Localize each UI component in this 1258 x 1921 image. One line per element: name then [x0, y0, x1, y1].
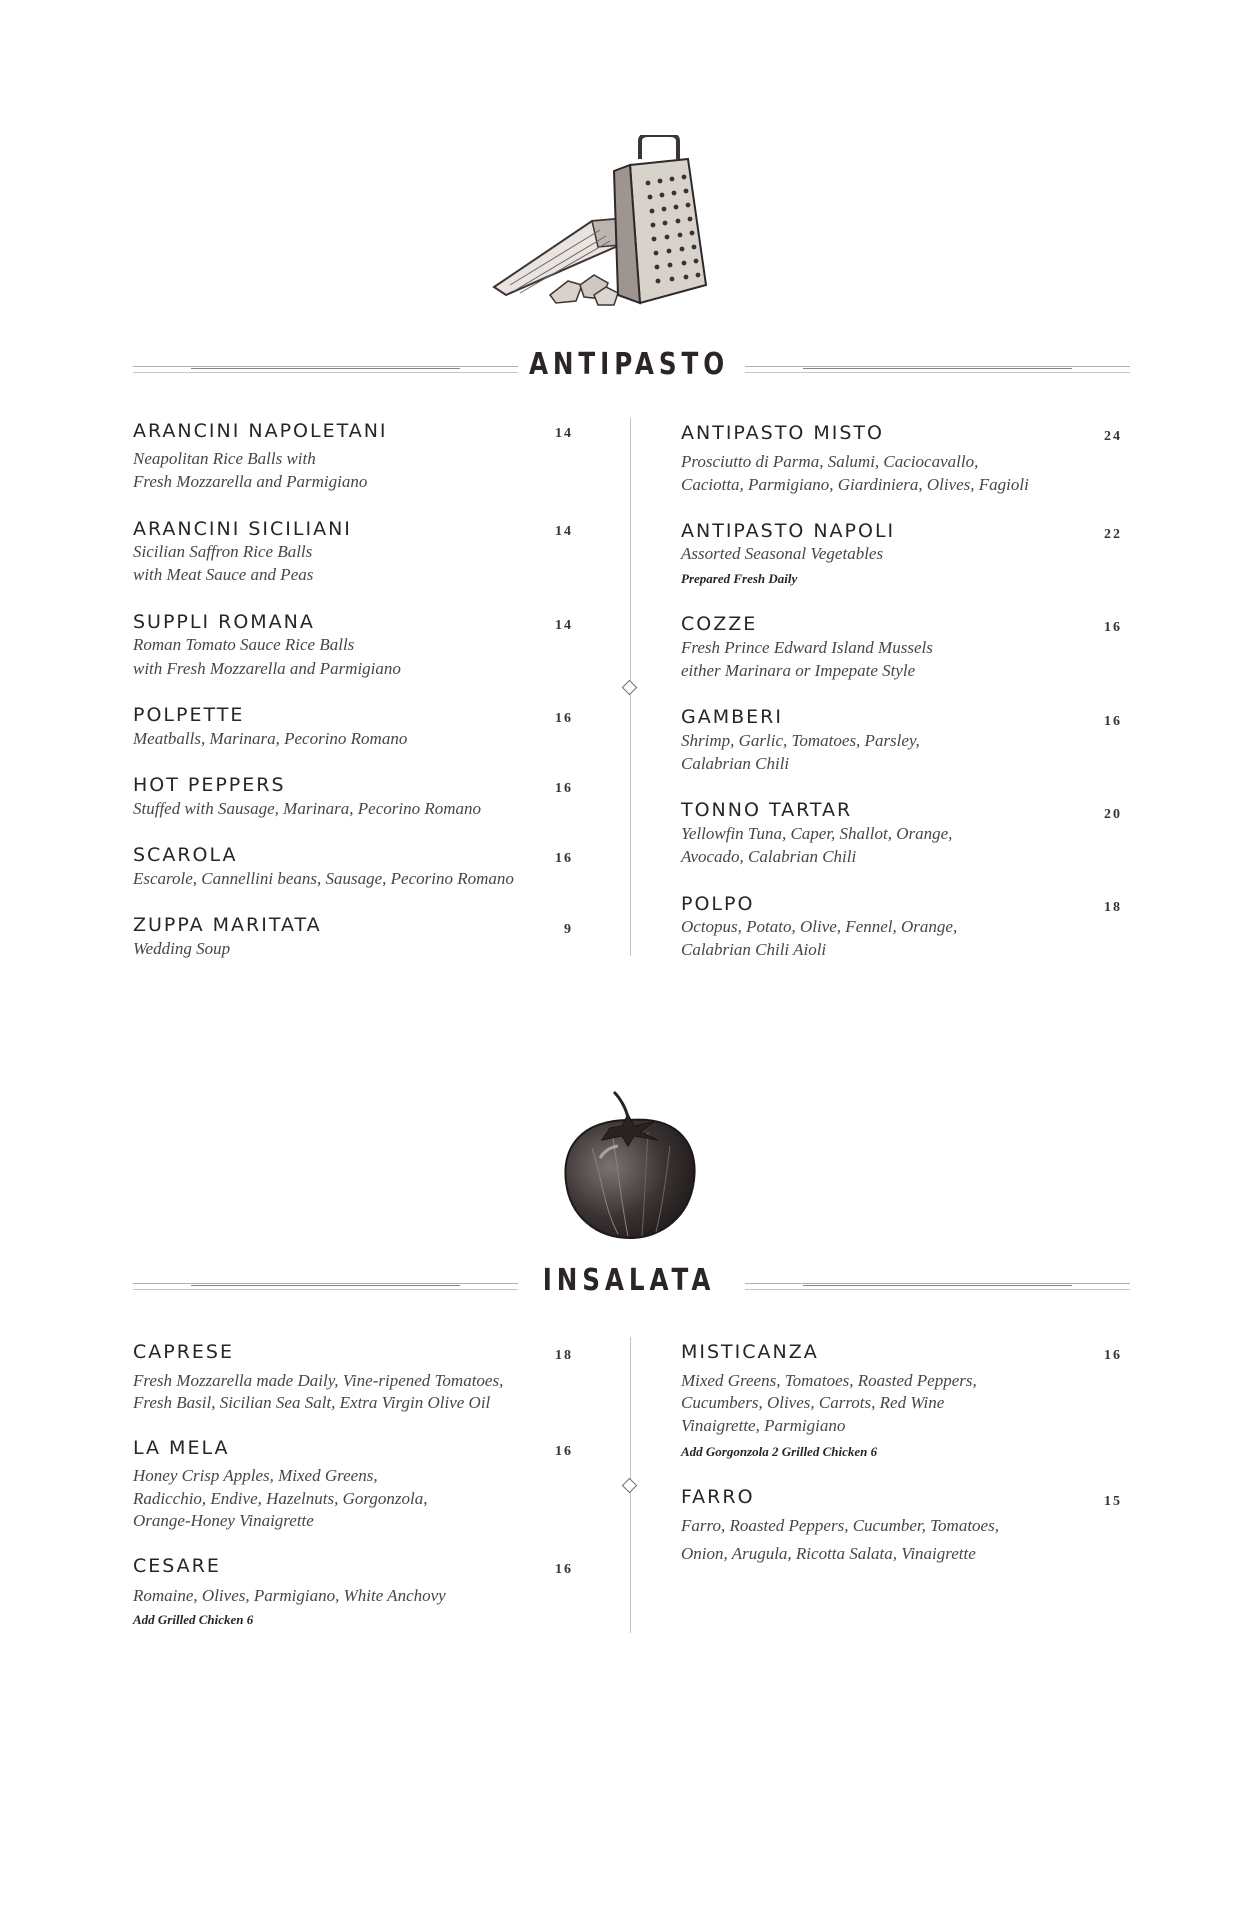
item-price: 16 — [555, 851, 573, 866]
item-description: Sicilian Saffron Rice Balls — [133, 542, 313, 561]
item-name: HOT PEPPERS — [133, 774, 286, 796]
item-description: either Marinara or Impepate Style — [681, 661, 916, 680]
section-title-insalata: INSALATA — [542, 1263, 716, 1298]
item-price: 16 — [555, 1444, 573, 1459]
item-description: Orange-Honey Vinaigrette — [133, 1511, 314, 1530]
item-description: with Fresh Mozzarella and Parmigiano — [133, 659, 401, 678]
item-description: Stuffed with Sausage, Marinara, Pecorino Romano — [133, 799, 482, 818]
item-name: ANTIPASTO MISTO — [681, 422, 884, 444]
item-price: 16 — [555, 1562, 573, 1577]
item-price: 18 — [555, 1348, 573, 1363]
item-description: Yellowfin Tuna, Caper, Shallot, Orange, — [681, 824, 953, 843]
item-description: Vinaigrette, Parmigiano — [681, 1416, 846, 1435]
item-name: CAPRESE — [133, 1341, 234, 1363]
item-price: 14 — [555, 618, 573, 633]
item-description: Meatballs, Marinara, Pecorino Romano — [133, 729, 408, 748]
item-description: Caciotta, Parmigiano, Giardiniera, Olives, Fagioli — [681, 475, 1029, 494]
item-note: Prepared Fresh Daily — [681, 571, 798, 586]
item-price: 22 — [1104, 527, 1122, 542]
item-name: ANTIPASTO NAPOLI — [681, 520, 896, 542]
item-name: ZUPPA MARITATA — [133, 914, 322, 936]
item-description: Escarole, Cannellini beans, Sausage, Pecorino Romano — [133, 869, 514, 888]
item-description: Radicchio, Endive, Hazelnuts, Gorgonzola, — [133, 1489, 428, 1508]
item-description: Shrimp, Garlic, Tomatoes, Parsley, — [681, 731, 920, 750]
item-price: 16 — [1104, 620, 1122, 635]
item-note: Add Grilled Chicken 6 — [133, 1612, 254, 1627]
item-description: Fresh Basil, Sicilian Sea Salt, Extra Virgin Olive Oil — [133, 1393, 491, 1412]
item-name: POLPO — [681, 893, 755, 915]
item-description: Prosciutto di Parma, Salumi, Caciocavallo, — [681, 452, 979, 471]
diamond-ornament — [622, 1478, 638, 1494]
item-price: 14 — [555, 426, 573, 441]
item-name: SCAROLA — [133, 844, 238, 866]
item-description: Calabrian Chili Aioli — [681, 940, 827, 959]
item-name: ARANCINI NAPOLETANI — [133, 420, 388, 442]
item-price: 24 — [1104, 429, 1122, 444]
item-name: SUPPLI ROMANA — [133, 611, 315, 633]
item-price: 16 — [555, 781, 573, 796]
item-name: GAMBERI — [681, 706, 783, 728]
item-description: Fresh Mozzarella and Parmigiano — [133, 472, 368, 491]
cheese-grater-illustration — [490, 135, 730, 320]
item-description: Fresh Prince Edward Island Mussels — [681, 638, 933, 657]
item-price: 14 — [555, 524, 573, 539]
item-description: Avocado, Calabrian Chili — [681, 847, 857, 866]
item-description: Cucumbers, Olives, Carrots, Red Wine — [681, 1393, 945, 1412]
item-note: Add Gorgonzola 2 Grilled Chicken 6 — [681, 1444, 878, 1459]
item-description: Calabrian Chili — [681, 754, 790, 773]
item-name: MISTICANZA — [681, 1341, 819, 1363]
item-price: 20 — [1104, 807, 1122, 822]
tomato-illustration — [562, 1088, 698, 1244]
item-description: Fresh Mozzarella made Daily, Vine-ripened Tomatoes, — [133, 1371, 504, 1390]
item-description: Roman Tomato Sauce Rice Balls — [133, 635, 355, 654]
item-description: Wedding Soup — [133, 939, 231, 958]
item-name: COZZE — [681, 613, 758, 635]
item-price: 15 — [1104, 1494, 1122, 1509]
item-description: Romaine, Olives, Parmigiano, White Anchovy — [133, 1586, 446, 1605]
item-description: with Meat Sauce and Peas — [133, 565, 314, 584]
diamond-ornament — [622, 680, 638, 696]
item-name: CESARE — [133, 1555, 221, 1577]
item-price: 16 — [1104, 714, 1122, 729]
item-price: 16 — [555, 711, 573, 726]
item-description: Assorted Seasonal Vegetables — [681, 544, 884, 563]
item-description: Onion, Arugula, Ricotta Salata, Vinaigrette — [681, 1544, 976, 1563]
item-price: 9 — [564, 922, 573, 937]
item-description: Farro, Roasted Peppers, Cucumber, Tomatoes, — [681, 1516, 999, 1535]
item-description: Honey Crisp Apples, Mixed Greens, — [133, 1466, 378, 1485]
item-description: Neapolitan Rice Balls with — [133, 449, 316, 468]
section-title-antipasto: ANTIPASTO — [528, 347, 730, 382]
item-name: ARANCINI SICILIANI — [133, 518, 352, 540]
item-description: Octopus, Potato, Olive, Fennel, Orange, — [681, 917, 958, 936]
item-name: TONNO TARTAR — [681, 799, 853, 821]
item-price: 18 — [1104, 900, 1122, 915]
item-price: 16 — [1104, 1348, 1122, 1363]
item-name: LA MELA — [133, 1437, 230, 1459]
item-name: POLPETTE — [133, 704, 245, 726]
item-name: FARRO — [681, 1486, 755, 1508]
item-description: Mixed Greens, Tomatoes, Roasted Peppers, — [681, 1371, 977, 1390]
